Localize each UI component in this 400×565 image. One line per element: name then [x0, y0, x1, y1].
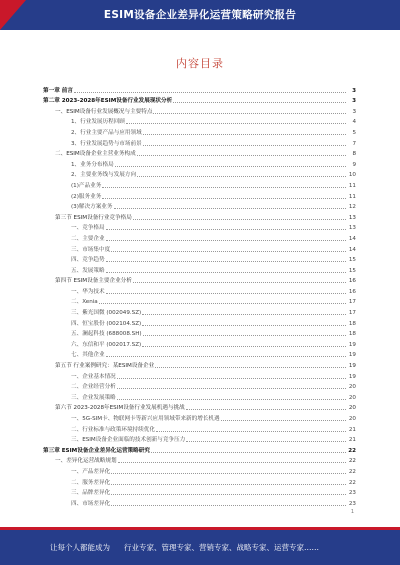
- toc-dot-leader: [117, 388, 346, 389]
- toc-entry-label: 三、市场集中度: [71, 246, 111, 253]
- toc-entry[interactable]: [43, 126, 356, 137]
- toc-entry-label: 第一章 前言: [43, 87, 73, 94]
- toc-entry-page: 21: [348, 437, 356, 444]
- toc-entry[interactable]: [43, 444, 356, 455]
- toc-entry[interactable]: [43, 370, 356, 381]
- toc-entry-page: 11: [348, 193, 356, 200]
- toc-entry-page: 3: [352, 108, 356, 115]
- toc-entry-label: (3)解决方案业务: [71, 204, 113, 211]
- toc-entry-label: 三、紫光国微 (002049.SZ): [71, 310, 142, 317]
- toc-entry-label: 四、恒宝股份 (002104.SZ): [71, 320, 142, 327]
- toc-entry-page: 3: [352, 87, 356, 94]
- toc-entry[interactable]: [43, 412, 356, 423]
- toc-entry[interactable]: [43, 211, 356, 222]
- toc-entry-page: 20: [348, 384, 356, 391]
- toc-dot-leader: [142, 325, 346, 326]
- toc-entry[interactable]: [43, 359, 356, 370]
- toc-entry-label: 三、品牌差异化: [71, 490, 111, 497]
- toc-entry-label: 一、竞争格局: [71, 225, 105, 232]
- toc-entry[interactable]: [43, 148, 356, 159]
- toc-dot-leader: [142, 346, 346, 347]
- toc-entry-page: 19: [348, 363, 356, 370]
- toc-heading: 内容目录: [176, 57, 224, 70]
- toc-entry-page: 22: [348, 468, 356, 475]
- toc-entry[interactable]: [43, 306, 356, 317]
- toc-entry[interactable]: [43, 190, 356, 201]
- toc-entry-label: 第三节 ESIM设备行业竞争格局: [55, 214, 132, 221]
- toc-entry-page: 8: [352, 151, 356, 158]
- toc-dot-leader: [111, 473, 346, 474]
- toc-entry-page: 18: [348, 331, 356, 338]
- toc-entry[interactable]: [43, 476, 356, 487]
- toc-entry[interactable]: [43, 465, 356, 476]
- toc-entry[interactable]: [43, 264, 356, 275]
- toc-dot-leader: [156, 431, 346, 432]
- toc-entry-page: 20: [348, 405, 356, 412]
- toc-dot-leader: [106, 293, 346, 294]
- toc-dot-leader: [143, 335, 346, 336]
- toc-entry-page: 4: [352, 119, 356, 126]
- toc-entry-label: (1)产品业务: [71, 182, 102, 189]
- toc-entry-label: 三、企业发展策略: [71, 394, 116, 401]
- toc-dot-leader: [111, 494, 346, 495]
- toc-entry[interactable]: [43, 349, 356, 360]
- toc-entry[interactable]: [43, 455, 356, 466]
- toc-dot-leader: [133, 282, 346, 283]
- toc-entry-page: 22: [348, 479, 356, 486]
- toc-entry-page: 9: [352, 161, 356, 168]
- toc-dot-leader: [186, 441, 346, 442]
- toc-entry-page: 21: [348, 426, 356, 433]
- toc-entry[interactable]: [43, 338, 356, 349]
- toc-entry-page: 20: [348, 416, 356, 422]
- toc-entry-page: 11: [348, 182, 356, 189]
- toc-entry[interactable]: [43, 222, 356, 233]
- toc-entry[interactable]: [43, 317, 356, 328]
- toc-entry-label: 一、企业基本情况: [71, 373, 116, 380]
- page-number: 1: [350, 509, 354, 515]
- toc-entry-label: 3、行业发展趋势与市场前景: [71, 140, 142, 147]
- toc-entry-page: 12: [348, 204, 356, 211]
- toc-entry-label: 2、主要业务线与发展方向: [71, 172, 137, 179]
- toc-entry-label: 一、ESIM设备行业发展概况与主要特点: [55, 108, 153, 115]
- toc-dot-leader: [106, 261, 346, 262]
- toc-entry-page: 17: [348, 299, 356, 306]
- toc-entry-label: (2)服务业务: [71, 193, 102, 200]
- toc-entry-label: 七、其他企业: [71, 352, 105, 359]
- toc-entry[interactable]: [43, 116, 356, 127]
- toc-dot-leader: [151, 452, 346, 453]
- toc-entry-label: 第六节 2023-2028年ESIM设备行业发展机遇与挑战: [55, 405, 185, 412]
- toc-dot-leader: [118, 462, 346, 463]
- toc-entry-label: 五、澜起科技 (688008.SH): [71, 331, 142, 338]
- toc-dot-leader: [137, 155, 346, 156]
- toc-entry[interactable]: [43, 137, 356, 148]
- toc-entry-label: 四、市场差异化: [71, 500, 111, 507]
- table-of-contents: [43, 84, 356, 508]
- toc-dot-leader: [117, 399, 346, 400]
- toc-entry-page: 3: [352, 98, 356, 105]
- toc-dot-leader: [137, 176, 346, 177]
- toc-dot-leader: [106, 356, 346, 357]
- toc-entry-page: 23: [348, 500, 356, 507]
- toc-entry-page: 17: [348, 310, 356, 317]
- toc-dot-leader: [111, 505, 346, 506]
- toc-entry-label: 六、东信和平 (002017.SZ): [71, 341, 142, 348]
- toc-entry-page: 19: [348, 373, 356, 380]
- toc-dot-leader: [114, 208, 347, 209]
- toc-dot-leader: [133, 219, 346, 220]
- toc-dot-leader: [111, 484, 346, 485]
- toc-dot-leader: [106, 229, 346, 230]
- toc-entry[interactable]: [43, 254, 356, 265]
- toc-entry-page: 14: [348, 235, 356, 242]
- toc-entry[interactable]: [43, 296, 356, 307]
- toc-entry[interactable]: [43, 84, 356, 95]
- toc-entry-page: 22: [348, 447, 356, 454]
- toc-entry[interactable]: [43, 381, 356, 392]
- toc-entry[interactable]: [43, 328, 356, 339]
- toc-entry[interactable]: [43, 497, 356, 508]
- toc-entry-page: 7: [352, 140, 356, 147]
- toc-dot-leader: [99, 303, 346, 304]
- toc-dot-leader: [74, 92, 346, 93]
- toc-entry-page: 19: [348, 341, 356, 348]
- footer-slogan-right: 行业专家、管理专家、营销专家、战略专家、运营专家……: [124, 543, 319, 552]
- toc-entry-page: 14: [348, 246, 356, 253]
- toc-dot-leader: [111, 251, 346, 252]
- toc-entry-page: 20: [348, 394, 356, 401]
- toc-entry-label: 一、产品差异化: [71, 468, 111, 475]
- toc-entry-page: 13: [348, 214, 356, 221]
- report-title: ESIM设备企业差异化运营策略研究报告: [103, 9, 297, 21]
- toc-entry[interactable]: [43, 158, 356, 169]
- toc-entry[interactable]: [43, 402, 356, 413]
- footer: [0, 530, 400, 565]
- toc-entry-label: 四、竞争趋势: [71, 257, 105, 264]
- toc-entry-label: 三、ESIM设备企业面临的技术创新与竞争压力: [71, 437, 186, 444]
- toc-dot-leader: [143, 134, 346, 135]
- toc-entry-page: 16: [348, 278, 356, 285]
- toc-entry[interactable]: [43, 95, 356, 106]
- toc-dot-leader: [221, 420, 346, 421]
- toc-dot-leader: [126, 123, 346, 124]
- toc-entry-label: 1、业务分布格局: [71, 161, 114, 168]
- toc-entry[interactable]: [43, 179, 356, 190]
- toc-entry[interactable]: [43, 434, 356, 445]
- toc-entry-label: 二、Xenia: [71, 299, 98, 306]
- toc-entry[interactable]: [43, 285, 356, 296]
- toc-entry-page: 19: [348, 352, 356, 359]
- toc-dot-leader: [115, 166, 346, 167]
- toc-entry-label: 一、5G-SIM卡、物联网卡等新兴应用领域带来新的增长机遇: [71, 416, 220, 422]
- toc-entry-page: 15: [348, 257, 356, 264]
- toc-dot-leader: [186, 409, 346, 410]
- toc-dot-leader: [173, 102, 346, 103]
- toc-entry-page: 22: [348, 458, 356, 465]
- toc-entry-label: 二、服务差异化: [71, 479, 111, 486]
- toc-entry-page: 16: [348, 288, 356, 295]
- toc-entry-page: 5: [352, 129, 356, 136]
- toc-entry-label: 二、企业经营分析: [71, 384, 116, 391]
- toc-dot-leader: [106, 272, 346, 273]
- toc-entry-label: 第三章 ESIM设备企业差异化运营策略研究: [43, 447, 150, 454]
- toc-entry-label: 二、行业标准与政策环境持续优化: [71, 426, 155, 433]
- toc-dot-leader: [153, 113, 346, 114]
- toc-entry[interactable]: [43, 243, 356, 254]
- toc-entry-page: 10: [348, 172, 356, 179]
- toc-dot-leader: [117, 378, 346, 379]
- toc-entry-label: 一、华为技术: [71, 288, 105, 295]
- toc-entry-label: 第五节 行业案例研究：某ESIM设备企业: [55, 363, 155, 370]
- toc-entry-label: 二、主要企业: [71, 235, 105, 242]
- toc-dot-leader: [106, 240, 346, 241]
- toc-entry[interactable]: [43, 105, 356, 116]
- toc-entry-label: 第四节 ESIM设备主要企业分析: [55, 278, 132, 285]
- toc-entry-page: 18: [348, 320, 356, 327]
- toc-entry-label: 2、行业主要产品与应用领域: [71, 129, 142, 136]
- toc-entry[interactable]: [43, 201, 356, 212]
- toc-entry-label: 1、行业发展历程回顾: [71, 119, 125, 126]
- toc-dot-leader: [142, 314, 346, 315]
- toc-dot-leader: [143, 145, 346, 146]
- toc-entry[interactable]: [43, 487, 356, 498]
- toc-entry[interactable]: [43, 232, 356, 243]
- toc-dot-leader: [155, 367, 346, 368]
- toc-entry[interactable]: [43, 169, 356, 180]
- toc-entry[interactable]: [43, 275, 356, 286]
- toc-entry-label: 第二章 2023-2028年ESIM设备行业发展现状分析: [43, 98, 173, 105]
- toc-entry-page: 13: [348, 225, 356, 232]
- toc-entry-label: 一、差异化运营战略规划: [55, 458, 117, 465]
- footer-slogan-left: 让每个人都能成为: [50, 543, 110, 552]
- toc-entry[interactable]: [43, 391, 356, 402]
- toc-entry-page: 23: [348, 490, 356, 497]
- toc-entry-label: 二、ESIM设备企业主营业务构成: [55, 151, 136, 158]
- toc-entry-label: 五、发展策略: [71, 267, 105, 274]
- toc-dot-leader: [102, 187, 346, 188]
- toc-entry-page: 15: [348, 267, 356, 274]
- toc-entry[interactable]: [43, 423, 356, 434]
- toc-dot-leader: [102, 198, 346, 199]
